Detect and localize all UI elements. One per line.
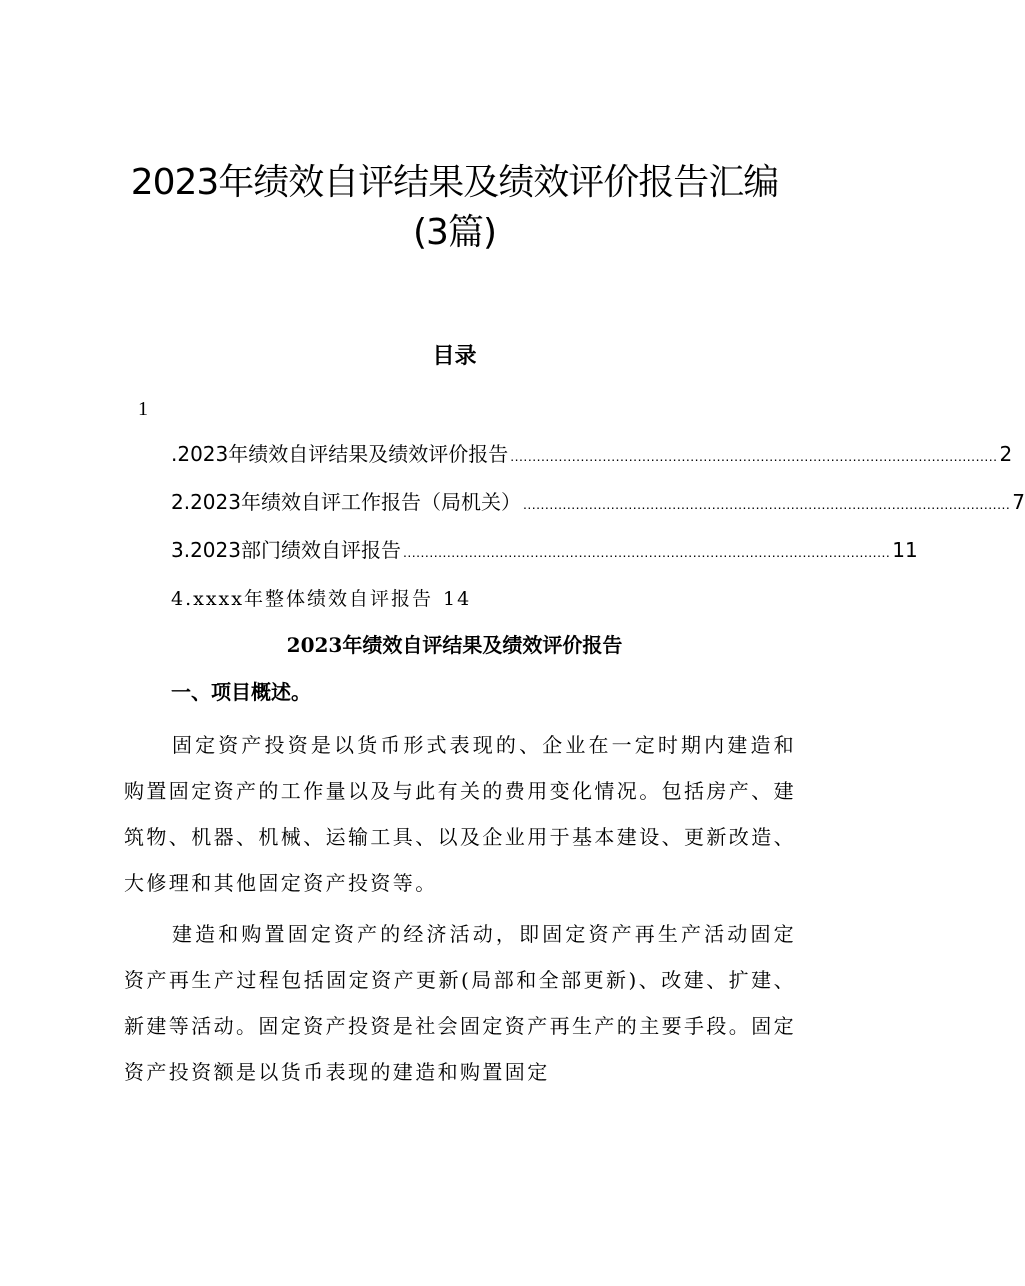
toc-entry-3[interactable] bbox=[171, 536, 918, 566]
toc-entry-label: 3.2023部门绩效自评报告 bbox=[171, 538, 401, 562]
section-title: 2023年绩效自评结果及绩效评价报告 bbox=[286, 633, 623, 657]
toc-entry-page: 2 bbox=[999, 442, 1013, 466]
toc-entry-page: 14 bbox=[443, 588, 472, 610]
toc-heading: 目录 bbox=[432, 344, 477, 369]
toc-entry-label: .2023年绩效自评结果及绩效评价报告 bbox=[171, 442, 509, 466]
toc-entry-label: 4.xxxx年整体绩效自评报告 bbox=[171, 588, 433, 610]
toc-entry-4[interactable] bbox=[171, 585, 471, 613]
toc-entry-leader: ............................................................................................................... bbox=[402, 544, 891, 560]
toc-entry-page: 11 bbox=[892, 538, 918, 562]
toc-number-marker: 1 bbox=[138, 398, 148, 420]
toc-entry-page: 7 bbox=[1012, 490, 1025, 514]
toc-entry-2[interactable] bbox=[171, 488, 1025, 518]
toc-entry-leader: ............................................................................................................... bbox=[510, 448, 998, 464]
toc-entry-1[interactable] bbox=[171, 440, 1013, 470]
body-paragraph-2: 建造和购置固定资产的经济活动，即固定资产再生产活动固定资产再生产过程包括固定资产更新(局部和全部更新)、改建、扩建、新建等活动。固定资产投资是社会固定资产再生产的主要手段。固定资产投资额是以货币表现的建造和购置固定 bbox=[124, 922, 796, 1084]
body-paragraph-1: 固定资产投资是以货币形式表现的、企业在一定时期内建造和购置固定资产的工作量以及与此有关的费用变化情况。包括房产、建筑物、机器、机械、运输工具、以及企业用于基本建设、更新改造、大修理和其他固定资产投资等。 bbox=[124, 733, 796, 895]
document-title-line-2: (3篇) bbox=[413, 212, 496, 253]
document-title-line-1: 2023年绩效自评结果及绩效评价报告汇编 bbox=[130, 162, 779, 203]
section-subheading: 一、项目概述。 bbox=[171, 680, 311, 704]
toc-entry-label: 2.2023年绩效自评工作报告（局机关） bbox=[171, 490, 521, 514]
toc-entry-leader: ............................................................................................................... bbox=[522, 496, 1011, 512]
